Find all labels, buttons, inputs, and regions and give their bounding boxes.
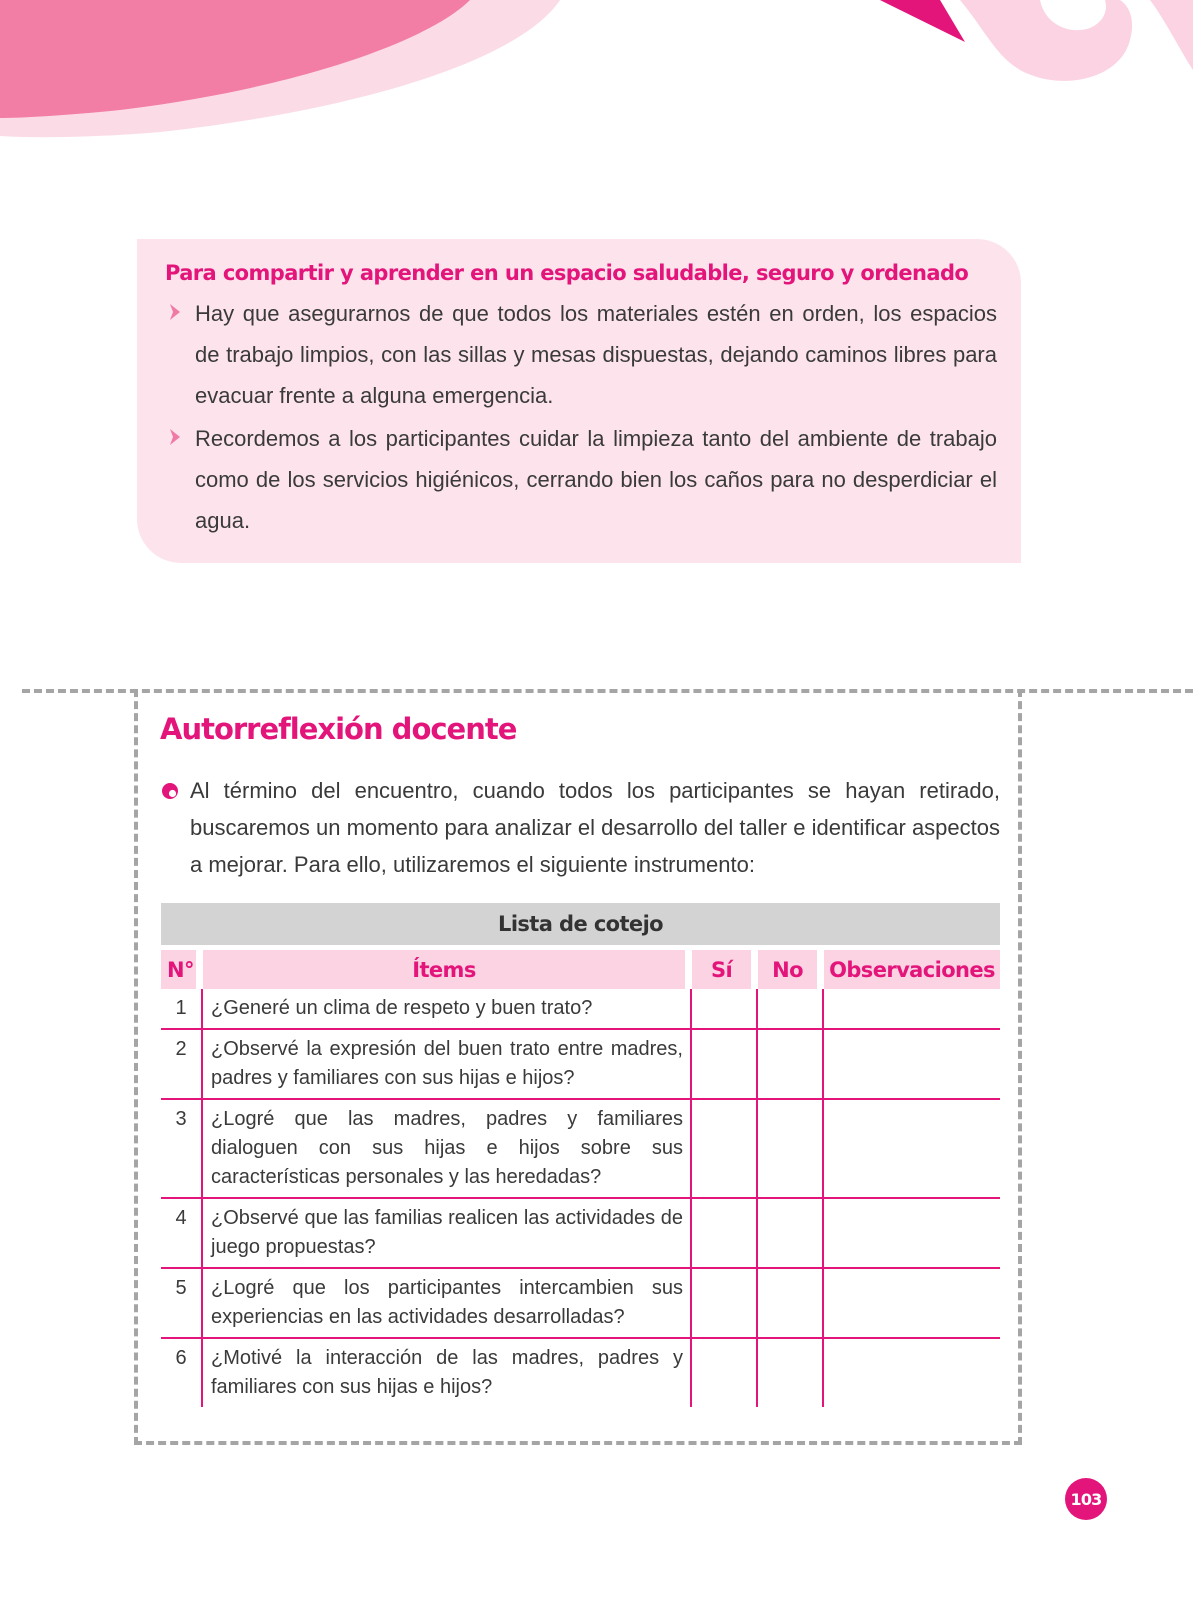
tip-item <box>165 293 997 416</box>
checklist-header-row <box>161 950 1000 989</box>
row-item: ¿Logré que las madres, padres y familiares dialoguen con sus hijas e hijos sobre sus características personales y las heredadas? <box>203 1100 692 1199</box>
row-item: ¿Logré que los participantes intercambien sus experiencias en las actividades desarrolladas? <box>203 1269 692 1339</box>
no-cell[interactable] <box>758 989 824 1030</box>
row-item: ¿Observé la expresión del buen trato entre madres, padres y familiares con sus hijas e hijos? <box>203 1030 692 1100</box>
observations-cell[interactable] <box>824 1030 1000 1100</box>
table-row <box>161 1199 1000 1269</box>
checklist-caption-row <box>161 903 1000 945</box>
chevron-right-icon <box>169 426 182 448</box>
header-yes: Sí <box>692 950 758 989</box>
section-title: Autorreflexión docente <box>160 712 517 746</box>
row-item: ¿Observé que las familias realicen las actividades de juego propuestas? <box>203 1199 692 1269</box>
observations-cell[interactable] <box>824 1269 1000 1339</box>
row-number: 1 <box>161 989 203 1030</box>
no-cell[interactable] <box>758 1199 824 1269</box>
yes-cell[interactable] <box>692 1199 758 1269</box>
checklist-caption: Lista de cotejo <box>161 903 1000 945</box>
table-row <box>161 1269 1000 1339</box>
yes-cell[interactable] <box>692 1100 758 1199</box>
yes-cell[interactable] <box>692 1269 758 1339</box>
table-row <box>161 1339 1000 1407</box>
row-number: 4 <box>161 1199 203 1269</box>
no-cell[interactable] <box>758 1339 824 1407</box>
yes-cell[interactable] <box>692 1030 758 1100</box>
tip-title: Para compartir y aprender en un espacio saludable, seguro y ordenado <box>165 261 969 285</box>
row-number: 3 <box>161 1100 203 1199</box>
observations-cell[interactable] <box>824 1100 1000 1199</box>
circle-bullet-icon <box>161 782 179 800</box>
yes-cell[interactable] <box>692 989 758 1030</box>
row-item: ¿Motivé la interacción de las madres, padres y familiares con sus hijas e hijos? <box>203 1339 692 1407</box>
tip-text: Hay que asegurarnos de que todos los materiales estén en orden, los espacios de trabajo limpios, con las sillas y mesas dispuestas, dejando caminos libres para evacuar frente a alguna emergencia. <box>195 301 997 408</box>
row-item: ¿Generé un clima de respeto y buen trato? <box>203 989 692 1030</box>
no-cell[interactable] <box>758 1030 824 1100</box>
section-intro: Al término del encuentro, cuando todos los participantes se hayan retirado, buscaremos un momento para analizar el desarrollo del taller e identificar aspectos a mejorar. Para ello, utilizaremos el siguiente instrumento: <box>190 778 1000 877</box>
table-row <box>161 1030 1000 1100</box>
row-number: 2 <box>161 1030 203 1100</box>
observations-cell[interactable] <box>824 1339 1000 1407</box>
table-row <box>161 989 1000 1030</box>
table-row <box>161 1100 1000 1199</box>
row-number: 6 <box>161 1339 203 1407</box>
chevron-right-icon <box>169 301 182 323</box>
page-number: 103 <box>1065 1478 1107 1520</box>
header-wave-decoration <box>0 0 1193 140</box>
checklist-table <box>161 903 1000 1407</box>
no-cell[interactable] <box>758 1269 824 1339</box>
safety-tip-box <box>137 239 1021 563</box>
observations-cell[interactable] <box>824 989 1000 1030</box>
tip-item <box>165 418 997 541</box>
no-cell[interactable] <box>758 1100 824 1199</box>
tip-text: Recordemos a los participantes cuidar la limpieza tanto del ambiente de trabajo como de los servicios higiénicos, cerrando bien los caños para no desperdiciar el agua. <box>195 426 997 533</box>
observations-cell[interactable] <box>824 1199 1000 1269</box>
header-observations: Observaciones <box>824 950 1000 989</box>
header-items: Ítems <box>203 950 692 989</box>
header-no: No <box>758 950 824 989</box>
header-number: N° <box>161 950 203 989</box>
row-number: 5 <box>161 1269 203 1339</box>
yes-cell[interactable] <box>692 1339 758 1407</box>
